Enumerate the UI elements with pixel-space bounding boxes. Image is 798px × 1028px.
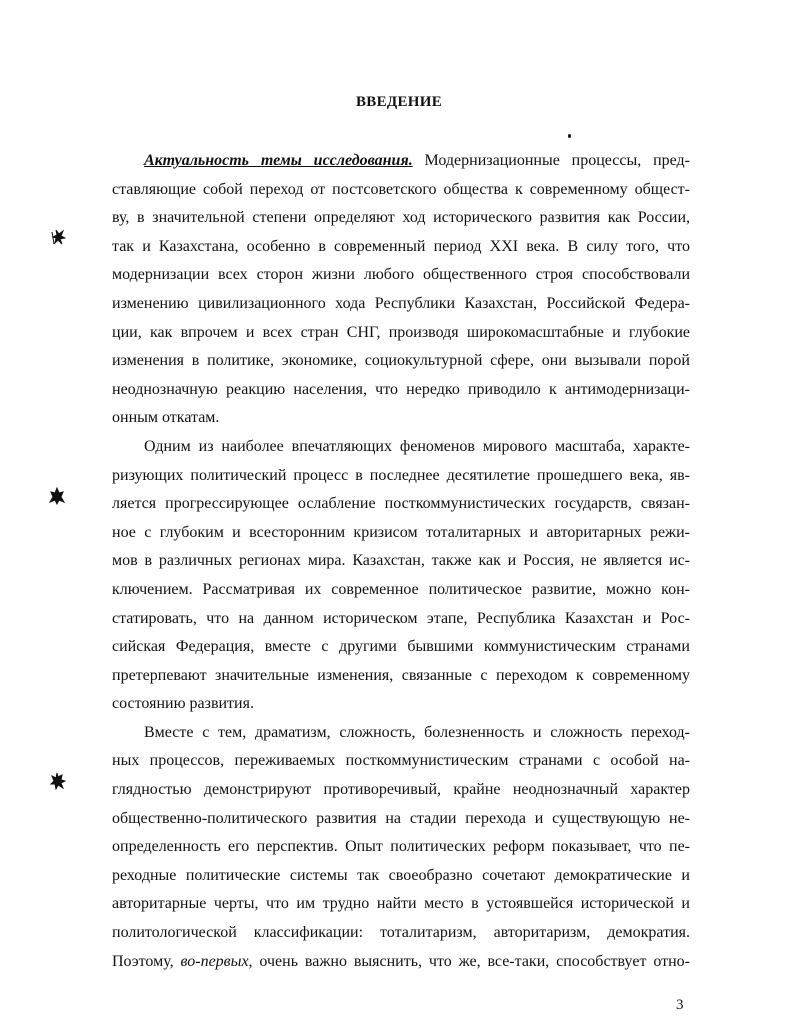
text-line: ву, в значительной степени определяют ход исторического развития как России,: [112, 209, 690, 227]
text-line: реходные политические системы так своеобразно сочетают демократические и: [112, 866, 690, 884]
text-fragment: , очень важно выяснить, что же, все-таки, способствует отно-: [248, 952, 690, 970]
text-line: ных процессов, переживаемых посткоммунистическим странами с особой на-: [112, 752, 690, 770]
text-line: ляется прогрессирующее ослабление посткоммунистических государств, связан-: [112, 495, 690, 513]
topic-relevance-heading: Актуальность темы исследования.: [144, 152, 413, 169]
ink-blot-icon: [50, 228, 66, 246]
paragraph-2: [112, 433, 690, 719]
text-line: [112, 948, 690, 977]
text-fragment: Модернизационные процессы, пред-: [412, 152, 691, 169]
text-line: мов в различных регионах мира. Казахстан, также как и Россия, не является ис-: [112, 552, 690, 570]
text-line: изменения в политике, экономике, социокультурной сфере, они вызывали порой: [112, 352, 690, 370]
text-line: ставляющие собой переход от постсоветского общества к современному общест-: [112, 180, 690, 198]
paragraph-3: [112, 719, 690, 976]
scan-speck: [568, 134, 571, 138]
text-line: ключением. Рассматривая их современное политическое развитие, можно кон-: [112, 580, 690, 598]
text-line: [112, 147, 690, 176]
text-line: Вместе с тем, драматизм, сложность, болезненность и сложность переход-: [144, 723, 690, 741]
text-line: авторитарные черты, что им трудно найти место в устоявшейся исторической и: [112, 895, 690, 913]
text-line: политологической классификации: тоталитаризм, авторитаризм, демократия.: [112, 924, 690, 942]
page-number: 3: [676, 997, 684, 1013]
ink-blot-icon: [50, 772, 66, 790]
text-line: сийская Федерация, вместе с другими бывшими коммунистическим странами: [112, 638, 690, 656]
text-line: состоянию развития.: [112, 695, 254, 713]
text-line: претерпевают значительные изменения, связанные с переходом к современному: [112, 666, 690, 684]
text-line: неоднозначную реакцию населения, что нередко приводило к антимодернизаци-: [112, 380, 690, 398]
text-line: определенность его перспектив. Опыт политических реформ показывает, что пе-: [112, 838, 690, 856]
ink-blot-icon: [49, 487, 65, 505]
text-line: так и Казахстана, особенно в современный период XXI века. В силу того, что: [112, 237, 690, 255]
text-line: ризующих политический процесс в последнее десятилетие прошедшего века, яв-: [112, 466, 690, 484]
firstly-italic: во-первых: [180, 952, 249, 970]
page-title: ВВЕДЕНИЕ: [355, 94, 443, 110]
text-line: общественно-политического развития на стадии перехода и существующую не-: [112, 809, 690, 827]
text-line: ции, как впрочем и всех стран СНГ, производя широкомасштабные и глубокие: [112, 323, 690, 341]
text-line: изменению цивилизационного хода Республики Казахстан, Российской Федера-: [112, 294, 690, 312]
text-line: Одним из наиболее впечатляющих феноменов мирового масштаба, характе-: [144, 437, 690, 455]
text-line: ное с глубоким и всесторонним кризисом тоталитарных и авторитарных режи-: [112, 523, 690, 541]
text-line: статировать, что на данном историческом этапе, Республика Казахстан и Рос-: [112, 609, 690, 627]
text-fragment: Поэтому,: [112, 952, 181, 970]
body-text: [112, 147, 690, 976]
paragraph-1: [112, 147, 690, 433]
text-line: модернизации всех сторон жизни любого общественного строя способствовали: [112, 266, 690, 284]
text-line: онным откатам.: [112, 409, 220, 427]
text-line: глядностью демонстрируют противоречивый, крайне неоднозначный характер: [112, 781, 690, 799]
